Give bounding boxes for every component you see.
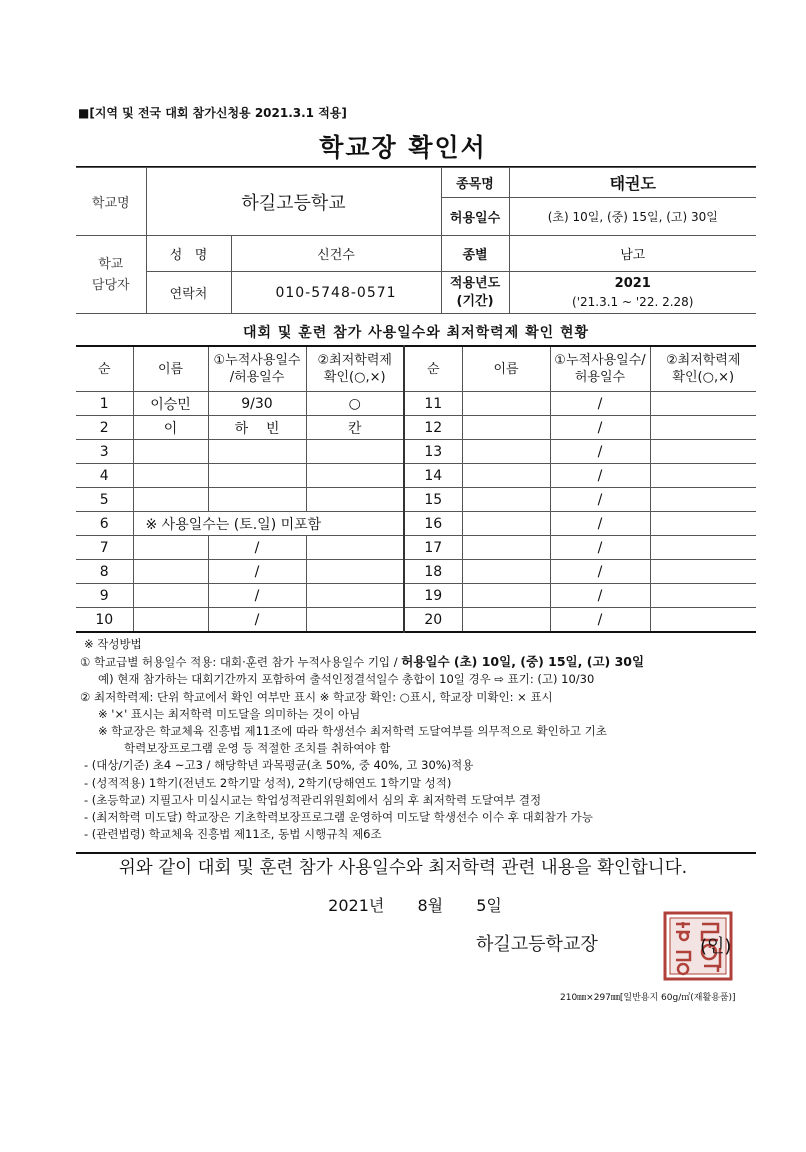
row-days: /: [208, 560, 306, 584]
row-no: 2: [76, 416, 133, 440]
row-min: [650, 464, 756, 488]
row-name: [462, 560, 550, 584]
roster-title: 대회 및 훈련 참가 사용일수와 최저학력제 확인 현황: [242, 325, 590, 341]
row-no: 15: [404, 488, 462, 512]
row-days: /: [550, 440, 650, 464]
row-no: 20: [404, 608, 462, 633]
instruction-6: - (대상/기준) 초4 ~고3 / 해당학년 과목평균(초 50%, 중 40%, 고 30%)적용: [84, 758, 474, 773]
col-min-left: ②최저학력제 확인(○,×): [306, 346, 404, 392]
exclusion-note: ※ 사용일수는 (토.일) 미포함: [133, 512, 404, 536]
row-min: [306, 560, 404, 584]
row-no: 7: [76, 536, 133, 560]
row-no: 13: [404, 440, 462, 464]
row-min: [650, 536, 756, 560]
row-no: 14: [404, 464, 462, 488]
table-row: [76, 464, 756, 488]
row-name: [133, 488, 208, 512]
row-days: 9/30: [208, 392, 306, 416]
row-min: [306, 488, 404, 512]
seal-mark: (인): [700, 936, 732, 957]
paper-spec: 210㎜×297㎜[일반용지 60g/㎡(재활용품)]: [560, 993, 736, 1003]
row-no: 10: [76, 608, 133, 633]
row-days: /: [550, 392, 650, 416]
row-name: [462, 392, 550, 416]
year-label: 적용년도 (기간): [441, 272, 509, 314]
table-row: [76, 560, 756, 584]
instruction-3: ※ '×' 표시는 최저학력 미도달을 의미하는 것이 아님: [98, 706, 361, 721]
row-name: 이: [133, 416, 208, 440]
instructions: [80, 636, 760, 843]
issue-date: 2021년 8월 5일: [328, 896, 502, 915]
row-min: [650, 416, 756, 440]
row-name: [462, 536, 550, 560]
row-name: [462, 584, 550, 608]
instruction-10: - (관련법령) 학교체육 진흥법 제11조, 동법 시행규칙 제6조: [84, 827, 382, 842]
row-min: 칸: [306, 416, 404, 440]
row-days: [208, 440, 306, 464]
row-name: [462, 416, 550, 440]
table-row: [76, 440, 756, 464]
roster-table: [76, 345, 756, 633]
confirmation-statement: 위와 같이 대회 및 훈련 참가 사용일수와 최저학력 관련 내용을 확인합니다.: [118, 858, 688, 878]
row-days: /: [550, 560, 650, 584]
row-name: [462, 512, 550, 536]
instruction-5: 학력보장프로그램 운영 등 적절한 조치를 취하여야 함: [124, 741, 391, 756]
table-row: [76, 584, 756, 608]
row-min: [306, 608, 404, 633]
instruction-7: - (성적적용) 1학기(전년도 2학기말 성적), 2학기(당해연도 1학기말 성적): [84, 775, 452, 790]
gender-value: 남고: [509, 236, 756, 272]
col-days-left: ①누적사용일수 /허용일수: [208, 346, 306, 392]
row-days: /: [208, 584, 306, 608]
instruction-1: ① 학교급별 허용일수 적용: 대회·훈련 참가 누적사용일수 기입 / 허용일수 (초) 10일, (중) 15일, (고) 30일: [80, 654, 645, 670]
allowed-days-label: 허용일수: [441, 198, 509, 236]
row-days: /: [550, 488, 650, 512]
row-days: /: [550, 464, 650, 488]
table-row: [76, 536, 756, 560]
row-no: 12: [404, 416, 462, 440]
instruction-4: ※ 학교장은 학교체육 진흥법 제11조에 따라 학생선수 최저학력 도달여부를 의무적으로 확인하고 기초: [98, 724, 607, 739]
row-days: /: [550, 536, 650, 560]
row-min: [650, 512, 756, 536]
document-title: 학교장 확인서: [319, 133, 487, 162]
table-row: [76, 608, 756, 633]
table-row: [76, 488, 756, 512]
row-days: /: [550, 584, 650, 608]
row-days: /: [550, 608, 650, 633]
allowed-days-value: (초) 10일, (중) 15일, (고) 30일: [509, 198, 756, 236]
row-no: 9: [76, 584, 133, 608]
contact-name-label: 성 명: [146, 236, 231, 272]
row-no: 4: [76, 464, 133, 488]
row-name: [133, 464, 208, 488]
row-min: [306, 464, 404, 488]
row-min: [650, 440, 756, 464]
year-value: 2021 ('21.3.1 ~ '22. 2.28): [509, 272, 756, 314]
row-days: 하 빈: [208, 416, 306, 440]
table-row: [76, 392, 756, 416]
row-no: 19: [404, 584, 462, 608]
col-no-right: 순: [404, 346, 462, 392]
row-name: [133, 584, 208, 608]
row-days: [208, 464, 306, 488]
row-min: ○: [306, 392, 404, 416]
row-no: 6: [76, 512, 133, 536]
row-name: 이승민: [133, 392, 208, 416]
row-no: 16: [404, 512, 462, 536]
row-min: [650, 608, 756, 633]
row-min: [306, 584, 404, 608]
row-days: /: [208, 536, 306, 560]
row-days: [208, 488, 306, 512]
form-version-note: ■[지역 및 전국 대회 참가신청용 2021.3.1 적용]: [78, 106, 347, 120]
row-min: [306, 440, 404, 464]
row-min: [650, 560, 756, 584]
row-name: [462, 440, 550, 464]
col-no-left: 순: [76, 346, 133, 392]
row-no: 5: [76, 488, 133, 512]
row-no: 11: [404, 392, 462, 416]
row-name: [133, 608, 208, 633]
row-no: 3: [76, 440, 133, 464]
row-name: [462, 608, 550, 633]
col-days-right: ①누적사용일수/ 허용일수: [550, 346, 650, 392]
row-name: [133, 440, 208, 464]
contact-phone-value: 010-5748-0571: [231, 272, 441, 314]
contact-name-value: 신건수: [231, 236, 441, 272]
row-min: [650, 392, 756, 416]
row-name: [133, 536, 208, 560]
row-no: 1: [76, 392, 133, 416]
row-no: 17: [404, 536, 462, 560]
table-row: [76, 416, 756, 440]
instruction-2: ② 최저학력제: 단위 학교에서 확인 여부만 표시 ※ 학교장 확인: ○표시, 학교장 미확인: × 표시: [80, 689, 553, 704]
school-label: 학교명: [76, 168, 146, 236]
contact-group-label: 학교 담당자: [76, 236, 146, 314]
sport-label: 종목명: [441, 168, 509, 198]
col-min-right: ②최저학력제 확인(○,×): [650, 346, 756, 392]
row-no: 18: [404, 560, 462, 584]
instructions-heading: ※ 작성방법: [84, 637, 142, 651]
principal-name: 하길고등학교장: [476, 934, 598, 955]
info-table: [76, 167, 756, 314]
sport-value: 태권도: [509, 168, 756, 198]
row-no: 8: [76, 560, 133, 584]
row-days: /: [550, 416, 650, 440]
row-name: [462, 464, 550, 488]
gender-label: 종별: [441, 236, 509, 272]
instruction-8: - (초등학교) 지필고사 미실시교는 학업성적관리위원회에서 심의 후 최저학력 도달여부 결정: [84, 792, 542, 807]
col-name-right: 이름: [462, 346, 550, 392]
row-name: [462, 488, 550, 512]
row-min: [306, 536, 404, 560]
school-name: 하길고등학교: [146, 168, 441, 236]
col-name-left: 이름: [133, 346, 208, 392]
row-min: [650, 488, 756, 512]
table-row: [76, 512, 756, 536]
contact-phone-label: 연락처: [146, 272, 231, 314]
row-min: [650, 584, 756, 608]
row-days: /: [550, 512, 650, 536]
instruction-1-example: 예) 현재 참가하는 대회기간까지 포함하여 출석인정결석일수 총합이 10일 경우 ⇨ 표기: (고) 10/30: [98, 672, 595, 687]
instruction-9: - (최저학력 미도달) 학교장은 기초학력보장프로그램 운영하여 미도달 학생선수 이수 후 대회참가 가능: [84, 810, 593, 825]
row-days: /: [208, 608, 306, 633]
row-name: [133, 560, 208, 584]
